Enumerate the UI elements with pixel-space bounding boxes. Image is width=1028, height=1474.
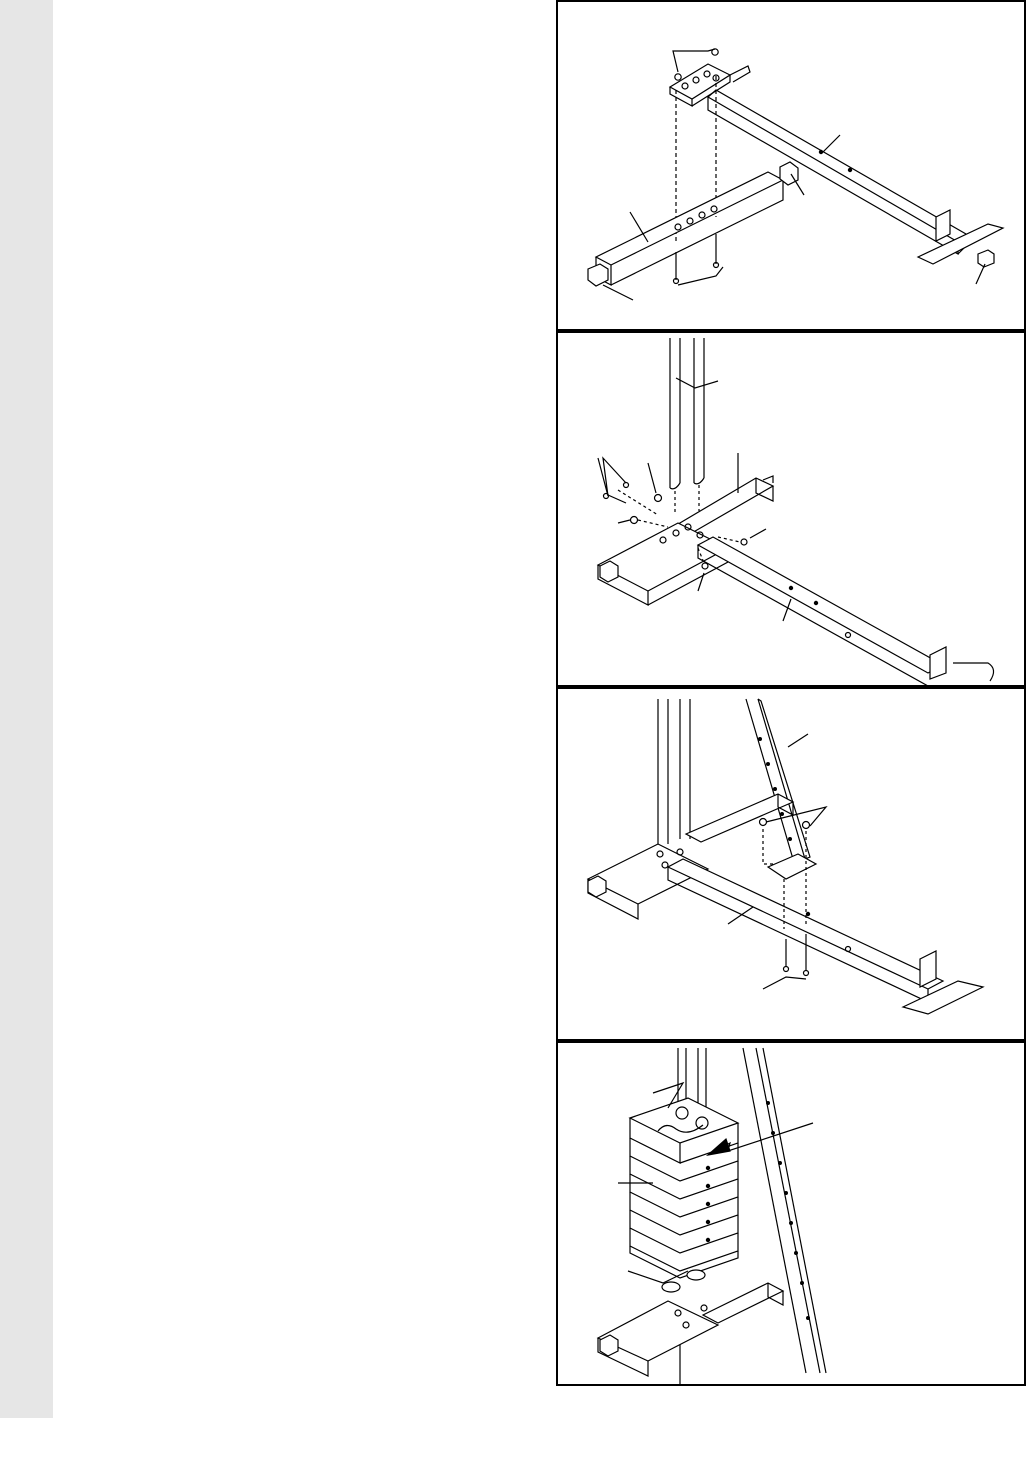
side-strip [0,0,53,1418]
guide-rods [670,338,704,513]
text-column [53,0,553,1418]
figure-step-3 [556,687,1026,1041]
figure-step-2 [556,331,1026,687]
figure-step-2-drawing [558,333,1024,685]
top-bracket [670,64,750,106]
figure-step-1-drawing [558,2,1024,329]
figure-step-4-drawing [558,1043,1024,1384]
short-beam [596,172,783,285]
figure-step-1 [556,0,1026,331]
figure-step-3-drawing [558,689,1024,1039]
figure-step-4 [556,1041,1026,1386]
long-beam [708,90,966,254]
weight-stack [630,1098,738,1278]
